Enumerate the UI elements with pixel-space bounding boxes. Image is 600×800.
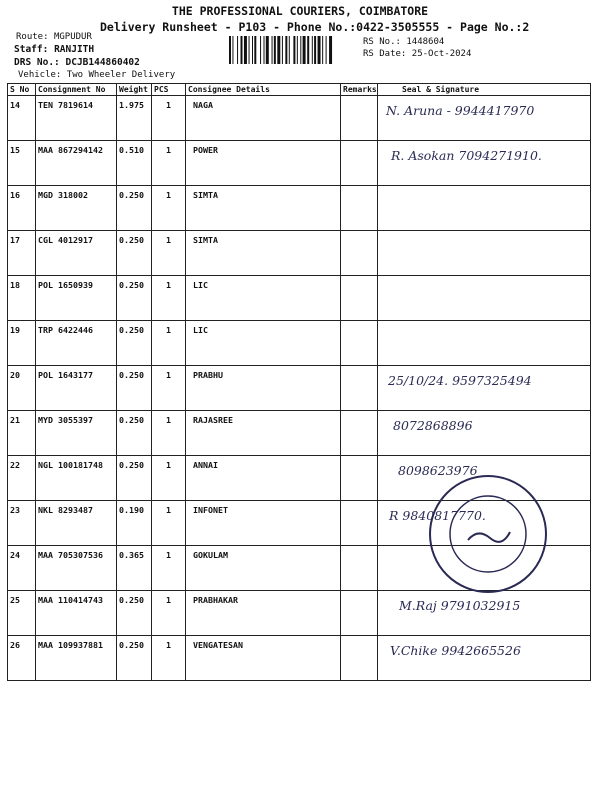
cell-remarks <box>341 591 378 636</box>
handwritten-signature <box>378 276 590 284</box>
rs-date-value: 25-Oct-2024 <box>411 49 472 59</box>
rs-no-label: RS No.: <box>363 37 401 47</box>
cell-signature <box>378 411 591 456</box>
cell-consignment: MAA 867294142 <box>36 141 117 186</box>
cell-consignment: POL 1643177 <box>36 366 117 411</box>
cell-pcs: 1 <box>152 501 186 546</box>
cell-remarks <box>341 321 378 366</box>
cell-consignment: MAA 705307536 <box>36 546 117 591</box>
cell-sno: 16 <box>8 186 36 231</box>
drs-line <box>14 57 140 68</box>
cell-pcs: 1 <box>152 186 186 231</box>
cell-consignment: MGD 318002 <box>36 186 117 231</box>
drs-value: DCJB144860402 <box>65 57 140 68</box>
handwritten-signature: 25/10/24. 9597325494 <box>388 373 532 388</box>
cell-consignee: INFONET <box>186 501 341 546</box>
cell-weight: 0.250 <box>117 591 152 636</box>
cell-consignment: CGL 4012917 <box>36 231 117 276</box>
route-label: Route: <box>16 32 49 42</box>
cell-consignee: PRABHAKAR <box>186 591 341 636</box>
cell-consignee: ANNAI <box>186 456 341 501</box>
cell-sno: 21 <box>8 411 36 456</box>
cell-consignment: POL 1650939 <box>36 276 117 321</box>
cell-remarks <box>341 276 378 321</box>
table-row <box>8 186 591 231</box>
col-signature-header: Seal & Signature <box>378 84 591 96</box>
table-row <box>8 276 591 321</box>
cell-sno: 14 <box>8 96 36 141</box>
handwritten-signature: R 9840817770. <box>389 508 486 523</box>
cell-consignee: SIMTA <box>186 186 341 231</box>
cell-consignee: RAJASREE <box>186 411 341 456</box>
rs-no-value: 1448604 <box>406 37 445 47</box>
cell-weight: 0.250 <box>117 411 152 456</box>
col-consignment-header: Consignment No <box>36 84 117 96</box>
table-row <box>8 366 591 411</box>
table-row <box>8 321 591 366</box>
table-row <box>8 231 591 276</box>
cell-sno: 15 <box>8 141 36 186</box>
cell-pcs: 1 <box>152 276 186 321</box>
cell-remarks <box>341 141 378 186</box>
cell-remarks <box>341 456 378 501</box>
handwritten-signature <box>378 231 590 239</box>
col-weight-header: Weight <box>117 84 152 96</box>
cell-sno: 18 <box>8 276 36 321</box>
cell-remarks <box>341 546 378 591</box>
handwritten-signature: 8072868896 <box>393 418 473 433</box>
cell-sno: 25 <box>8 591 36 636</box>
cell-sno: 20 <box>8 366 36 411</box>
cell-weight: 0.250 <box>117 456 152 501</box>
route-value: MGPUDUR <box>53 32 92 42</box>
cell-pcs: 1 <box>152 411 186 456</box>
cell-signature <box>378 636 591 681</box>
cell-pcs: 1 <box>152 636 186 681</box>
table-row <box>8 636 591 681</box>
cell-weight: 0.365 <box>117 546 152 591</box>
handwritten-signature <box>378 186 590 194</box>
cell-consignee: NAGA <box>186 96 341 141</box>
company-name: THE PROFESSIONAL COURIERS, COIMBATORE <box>171 4 429 18</box>
cell-weight: 0.250 <box>117 186 152 231</box>
handwritten-signature: V.Chike 9942665526 <box>390 643 521 658</box>
cell-weight: 0.190 <box>117 501 152 546</box>
cell-remarks <box>341 411 378 456</box>
cell-consignee: POWER <box>186 141 341 186</box>
cell-signature <box>378 321 591 366</box>
cell-weight: 0.250 <box>117 636 152 681</box>
cell-pcs: 1 <box>152 591 186 636</box>
table-row <box>8 411 591 456</box>
cell-weight: 0.250 <box>117 321 152 366</box>
handwritten-signature: M.Raj 9791032915 <box>399 598 521 613</box>
cell-consignment: MAA 110414743 <box>36 591 117 636</box>
vehicle-label: Vehicle: <box>18 70 62 80</box>
cell-sno: 19 <box>8 321 36 366</box>
cell-consignee: SIMTA <box>186 231 341 276</box>
runsheet-subtitle: Delivery Runsheet - P103 - Phone No.:0422-3505555 - Page No.:2 <box>100 20 530 34</box>
cell-sno: 22 <box>8 456 36 501</box>
cell-pcs: 1 <box>152 96 186 141</box>
cell-consignment: TRP 6422446 <box>36 321 117 366</box>
barcode-image <box>229 36 357 64</box>
company-seal-stamp <box>424 470 552 598</box>
handwritten-signature <box>378 321 590 329</box>
cell-weight: 0.250 <box>117 231 152 276</box>
table-header-row <box>8 84 591 96</box>
cell-consignee: PRABHU <box>186 366 341 411</box>
vehicle-line <box>18 70 175 80</box>
cell-consignee: LIC <box>186 321 341 366</box>
route-line <box>16 32 92 42</box>
table-row <box>8 96 591 141</box>
col-remarks-header: Remarks <box>341 84 378 96</box>
cell-remarks <box>341 501 378 546</box>
cell-signature <box>378 141 591 186</box>
cell-sno: 26 <box>8 636 36 681</box>
cell-pcs: 1 <box>152 321 186 366</box>
handwritten-signature: N. Aruna - 9944417970 <box>386 103 535 118</box>
cell-weight: 0.510 <box>117 141 152 186</box>
col-sno-header: S No <box>8 84 36 96</box>
col-consignee-header: Consignee Details <box>186 84 341 96</box>
cell-signature <box>378 366 591 411</box>
cell-sno: 23 <box>8 501 36 546</box>
cell-pcs: 1 <box>152 231 186 276</box>
cell-signature <box>378 276 591 321</box>
staff-line <box>14 44 94 55</box>
cell-pcs: 1 <box>152 456 186 501</box>
handwritten-signature: R. Asokan 7094271910. <box>391 148 542 163</box>
col-pcs-header: PCS <box>152 84 186 96</box>
cell-signature <box>378 186 591 231</box>
cell-remarks <box>341 186 378 231</box>
cell-sno: 17 <box>8 231 36 276</box>
cell-remarks <box>341 636 378 681</box>
cell-sno: 24 <box>8 546 36 591</box>
cell-weight: 0.250 <box>117 366 152 411</box>
cell-consignee: LIC <box>186 276 341 321</box>
rs-date-line <box>363 49 471 59</box>
cell-consignee: GOKULAM <box>186 546 341 591</box>
rs-no-line <box>363 37 444 47</box>
vehicle-value: Two Wheeler Delivery <box>66 70 176 80</box>
cell-pcs: 1 <box>152 366 186 411</box>
staff-label: Staff: <box>14 44 49 55</box>
drs-label: DRS No.: <box>14 57 60 68</box>
cell-consignment: MAA 109937881 <box>36 636 117 681</box>
cell-consignment: TEN 7819614 <box>36 96 117 141</box>
cell-consignment: NKL 8293487 <box>36 501 117 546</box>
staff-value: RANJITH <box>54 44 95 55</box>
cell-pcs: 1 <box>152 546 186 591</box>
cell-signature <box>378 231 591 276</box>
cell-weight: 1.975 <box>117 96 152 141</box>
rs-date-label: RS Date: <box>363 49 407 59</box>
cell-remarks <box>341 366 378 411</box>
cell-weight: 0.250 <box>117 276 152 321</box>
cell-remarks <box>341 96 378 141</box>
cell-pcs: 1 <box>152 141 186 186</box>
cell-remarks <box>341 231 378 276</box>
cell-consignment: NGL 100181748 <box>36 456 117 501</box>
table-row <box>8 141 591 186</box>
cell-signature <box>378 96 591 141</box>
cell-consignment: MYD 3055397 <box>36 411 117 456</box>
cell-consignee: VENGATESAN <box>186 636 341 681</box>
handwritten-signature: 8098623976 <box>398 463 478 478</box>
